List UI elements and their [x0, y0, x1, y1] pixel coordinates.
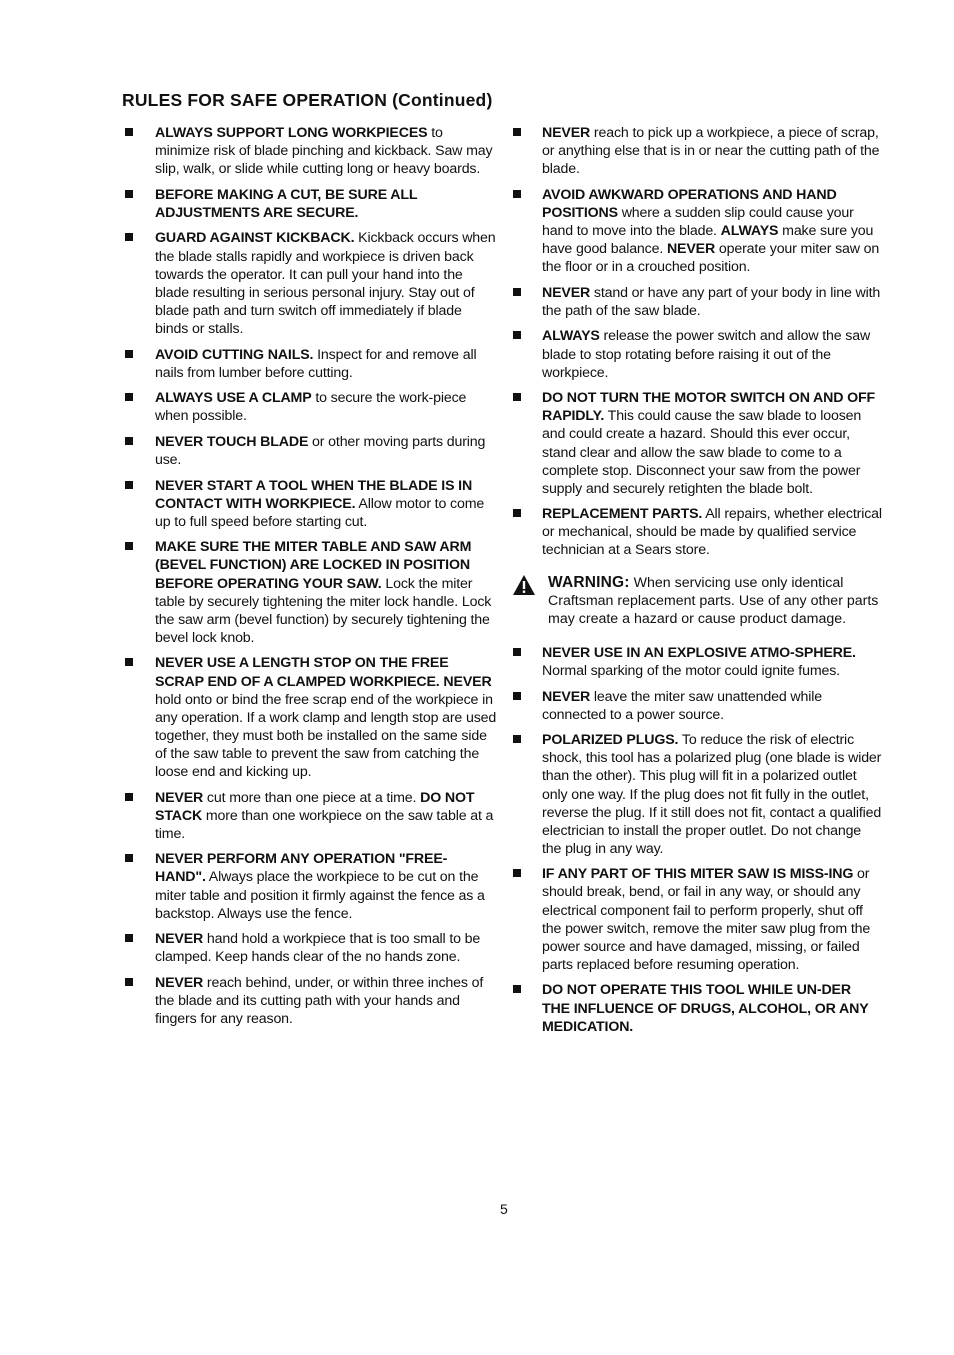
rule-text: leave the miter saw unattended while connected to a power source.	[542, 688, 822, 723]
rule-item	[125, 930, 497, 966]
rule-heading: DO NOT OPERATE THIS TOOL WHILE UN-DER THE INFLUENCE OF DRUGS, ALCOHOL, OR ANY MEDICATION.	[542, 982, 869, 1035]
square-bullet-icon	[125, 978, 133, 986]
warning-notice	[512, 574, 882, 628]
right-column	[512, 124, 882, 1043]
rule-item	[512, 688, 882, 724]
square-bullet-icon	[125, 190, 133, 198]
rule-item	[512, 505, 882, 559]
rule-heading: NEVER USE A LENGTH STOP ON THE FREE SCRAP END OF A CLAMPED WORKPIECE.	[155, 655, 449, 690]
square-bullet-icon	[125, 542, 133, 550]
rule-text: Always place the workpiece to be cut on the miter table and position it firmly against the fence as a backstop. Always use the fence.	[155, 869, 485, 922]
rule-heading: MAKE SURE THE MITER TABLE AND SAW ARM (BEVEL FUNCTION) ARE LOCKED IN POSITION BEFORE OPERATING YOUR SAW.	[155, 539, 472, 592]
rule-heading: NEVER PERFORM ANY OPERATION "FREE-HAND".	[155, 851, 448, 886]
rule-item	[125, 538, 497, 647]
rule-heading: NEVER	[155, 789, 204, 806]
square-bullet-icon	[513, 331, 521, 339]
rule-heading: POLARIZED PLUGS.	[542, 732, 679, 749]
rule-text: more than one workpiece on the saw table at a time.	[155, 807, 494, 842]
rule-heading: NEVER START A TOOL WHEN THE BLADE IS IN CONTACT WITH WORKPIECE.	[155, 477, 473, 512]
warning-label: WARNING:	[548, 573, 630, 591]
rule-text: or should break, bend, or fail in any way, or should any electrical component fail to perform properly, shut off the power switch, remove the miter saw plug from the power source and have damaged, missing, or failed parts replaced before resuming operation.	[542, 866, 871, 973]
rule-text: release the power switch and allow the saw blade to stop rotating before raising it out of the workpiece.	[542, 328, 871, 381]
square-bullet-icon	[513, 509, 521, 517]
square-bullet-icon	[125, 350, 133, 358]
square-bullet-icon	[513, 393, 521, 401]
square-bullet-icon	[513, 190, 521, 198]
rule-heading: NEVER	[542, 125, 591, 141]
rule-heading: REPLACEMENT PARTS.	[542, 506, 703, 523]
page-number: 5	[500, 1201, 508, 1217]
square-bullet-icon	[513, 735, 521, 743]
rule-item	[512, 284, 882, 320]
rule-item	[512, 644, 882, 680]
rule-text: hold onto or bind the free scrap end of the workpiece in any operation. If a work clamp and length stop are used together, they must both be installed on the same side of the saw table to prevent the saw from catching the loose end and kicking up.	[155, 691, 497, 780]
rule-heading: ALWAYS	[720, 222, 779, 239]
square-bullet-icon	[125, 658, 133, 666]
square-bullet-icon	[513, 648, 521, 656]
rule-text: make sure you have good balance.	[542, 222, 874, 258]
rule-item	[512, 389, 882, 498]
rule-text: to secure the work-piece when possible.	[155, 390, 467, 425]
left-column	[125, 124, 497, 1036]
rule-text: Lock the miter table by securely tightening the miter lock handle. Lock the saw arm (bevel function) by securely tightening the bevel lock knob.	[155, 575, 492, 646]
rule-heading: BEFORE MAKING A CUT, BE SURE ALL ADJUSTMENTS ARE SECURE.	[155, 186, 418, 221]
rule-heading: AVOID AWKWARD OPERATIONS AND HAND POSITIONS	[542, 186, 837, 221]
rule-text: cut more than one piece at a time.	[203, 789, 421, 806]
rule-text: Inspect for and remove all nails from lumber before cutting.	[155, 346, 477, 381]
rule-item	[512, 981, 882, 1035]
rule-text: To reduce the risk of electric shock, this tool has a polarized plug (one blade is wider than the other). This plug will fit in a polarized outlet only one way. If the plug does not fit fully in the outlet, reverse the plug. If it still does not fit, contact a qualified electrician to install the proper outlet. Do not change the plug in any way.	[542, 732, 882, 857]
rule-text: stand or have any part of your body in line with the path of the saw blade.	[542, 284, 881, 319]
square-bullet-icon	[125, 437, 133, 445]
rule-heading: DO NOT STACK	[155, 789, 475, 824]
rule-text: where a sudden slip could cause your hand to move into the blade.	[542, 204, 854, 239]
rule-heading: NEVER	[542, 688, 591, 705]
rule-heading: NEVER	[666, 241, 716, 258]
rule-heading: NEVER	[443, 673, 492, 690]
rule-text: operate your miter saw on the floor or in a crouched position.	[542, 241, 880, 276]
rule-heading: ALWAYS USE A CLAMP	[155, 390, 312, 407]
rule-text: or other moving parts during use.	[155, 433, 486, 468]
rule-item	[512, 731, 882, 858]
square-bullet-icon	[125, 393, 133, 401]
rule-item	[125, 124, 497, 178]
rule-heading: IF ANY PART OF THIS MITER SAW IS MISS-ING	[542, 866, 854, 883]
rule-text: Kickback occurs when the blade stalls rapidly and workpiece is driven back towards the operator. It can pull your hand into the blade resulting in serious personal injury. Stay out of blade path and turn switch off immediately if blade binds or stalls.	[155, 230, 496, 337]
square-bullet-icon	[125, 233, 133, 241]
rule-item	[125, 433, 497, 469]
rule-item	[512, 865, 882, 974]
rule-item	[512, 124, 882, 178]
square-bullet-icon	[125, 934, 133, 942]
rule-heading: AVOID CUTTING NAILS.	[155, 346, 314, 363]
rule-heading: NEVER USE IN AN EXPLOSIVE ATMO-SPHERE.	[542, 644, 856, 661]
square-bullet-icon	[513, 128, 521, 136]
warning-text: When servicing use only identical Craftsman replacement parts. Use of any other parts may create a hazard or cause product damage.	[548, 574, 879, 627]
rule-text: This could cause the saw blade to loosen and could create a hazard. Should this ever occur, stand clear and allow the saw blade to come to a complete stop. Disconnect your saw from the power supply and securely retighten the blade bolt.	[542, 408, 862, 497]
rule-item	[125, 654, 497, 781]
warning-triangle-icon	[512, 574, 536, 596]
rule-item	[125, 186, 497, 222]
rule-heading: NEVER	[155, 931, 204, 948]
rule-text: to minimize risk of blade pinching and kickback. Saw may slip, walk, or slide while cutting long or heavy boards.	[155, 125, 493, 178]
rule-item	[125, 850, 497, 922]
rule-heading: ALWAYS	[542, 328, 600, 345]
square-bullet-icon	[513, 692, 521, 700]
rule-text: reach behind, under, or within three inches of the blade and its cutting path with your hands and fingers for any reason.	[155, 974, 484, 1028]
square-bullet-icon	[125, 854, 133, 862]
rule-text: reach to pick up a workpiece, a piece of scrap, or anything else that is in or near the cutting path of the blade.	[542, 125, 880, 178]
square-bullet-icon	[125, 128, 133, 136]
square-bullet-icon	[513, 288, 521, 296]
rule-heading: DO NOT TURN THE MOTOR SWITCH ON AND OFF RAPIDLY.	[542, 390, 876, 425]
rule-heading: GUARD AGAINST KICKBACK.	[155, 230, 355, 247]
rule-text: Allow motor to come up to full speed before starting cut.	[155, 495, 485, 530]
rule-heading: NEVER	[155, 974, 204, 991]
rule-item	[125, 789, 497, 843]
square-bullet-icon	[125, 481, 133, 489]
rule-heading: ALWAYS SUPPORT LONG WORKPIECES	[155, 125, 428, 141]
rule-item	[125, 346, 497, 382]
square-bullet-icon	[513, 869, 521, 877]
page-title: RULES FOR SAFE OPERATION (Continued)	[122, 90, 493, 110]
rule-item	[125, 974, 497, 1028]
rule-item	[512, 327, 882, 381]
square-bullet-icon	[513, 985, 521, 993]
rule-text: Normal sparking of the motor could ignite fumes.	[542, 662, 840, 679]
rule-item	[125, 389, 497, 425]
rule-item	[512, 186, 882, 276]
rule-item	[125, 477, 497, 531]
rule-heading: NEVER	[542, 284, 591, 301]
rule-item	[125, 229, 497, 338]
rule-text: All repairs, whether electrical or mechanical, should be made by qualified service technician at a Sears store.	[542, 506, 882, 559]
rule-text: hand hold a workpiece that is too small to be clamped. Keep hands clear of the no hands zone.	[155, 931, 481, 966]
square-bullet-icon	[125, 793, 133, 801]
rule-heading: NEVER TOUCH BLADE	[155, 433, 309, 450]
